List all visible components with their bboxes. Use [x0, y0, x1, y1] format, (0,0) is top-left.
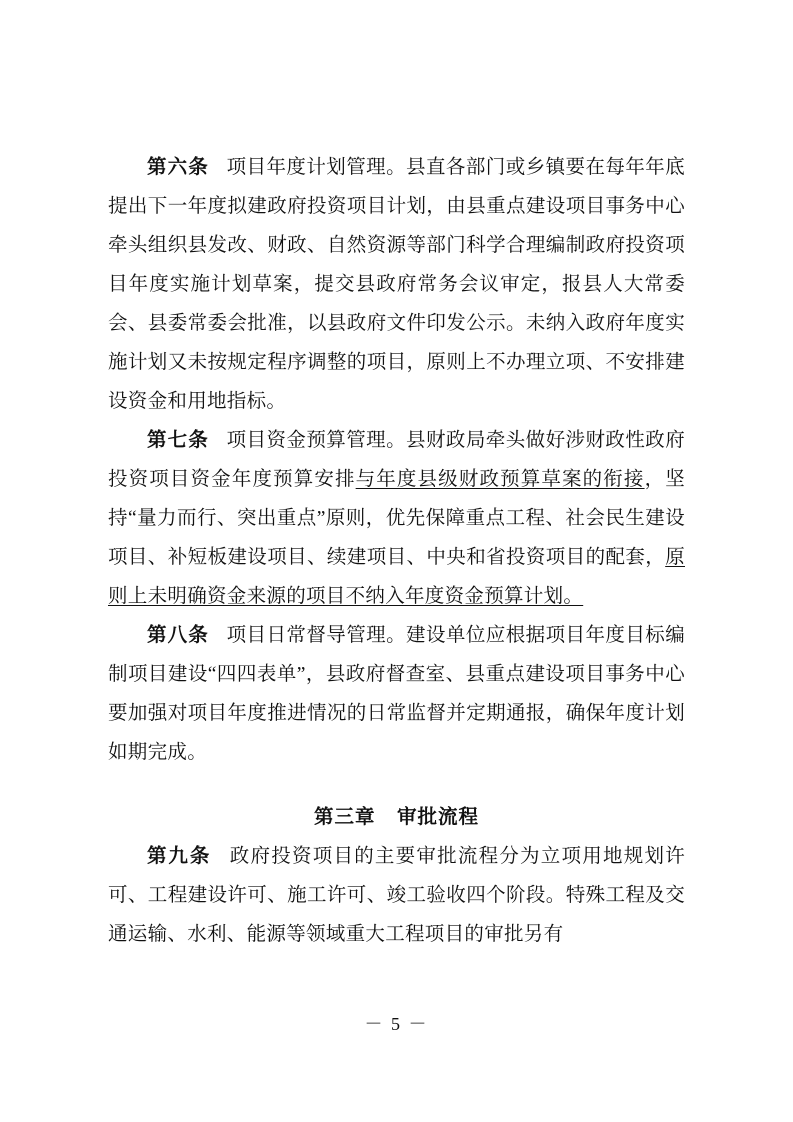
article-label-7: 第七条 [147, 430, 209, 451]
article-text-6: 项目年度计划管理。县直各部门或乡镇要在每年年底提出下一年度拟建政府投资项目计划，由县重点建设项目事务中心牵头组织县发改、财政、自然资源等部门科学合理编制政府投资项目年度实施计划草案，提交县政府常务会议审定，报县人大常委会、县委常委会批准，以县政府文件印发公示。未纳入政府年度实施计划又未按规定程序调整的项目，原则上不办理立项、不安排建设资金和用地指标。 [108, 157, 685, 412]
article-paragraph-6 [108, 148, 685, 421]
article-text-8: 项目日常督导管理。建设单位应根据项目年度目标编制项目建设“四四表单”，县政府督查室、县重点建设项目事务中心要加强对项目年度推进情况的日常监督并定期通报，确保年度计划如期完成。 [108, 625, 685, 763]
page-number: － 5 － [364, 1014, 429, 1034]
article-paragraph-9 [108, 837, 685, 954]
article-label-6: 第六条 [147, 157, 209, 178]
document-body [108, 148, 685, 954]
article-text-9: 政府投资项目的主要审批流程分为立项用地规划许可、工程建设许可、施工许可、竣工验收四个阶段。特殊工程及交通运输、水利、能源等领域重大工程项目的审批另有 [108, 846, 685, 945]
chapter-heading [108, 798, 685, 837]
article-label-9: 第九条 [147, 846, 212, 867]
article-text-7-seg-4-underlined: 原则上未明确资金来源的项目不纳入年度资金预算计划。 [108, 547, 685, 607]
chapter-number: 第三章 [314, 807, 376, 828]
article-text-7-seg-3: ，坚持“量力而行、突出重点”原则，优先保障重点工程、社会民生建设项目、补短板建设项目、续建项目、中央和省投资项目的配套， [108, 469, 685, 568]
article-label-8: 第八条 [147, 625, 209, 646]
article-paragraph-7 [108, 421, 685, 616]
article-text-7-seg-1: 项目资金预算管理。县财政局牵头做好涉财政性政府投资项目资金年度预算安排 [108, 430, 685, 490]
article-paragraph-8 [108, 616, 685, 772]
chapter-title: 审批流程 [396, 807, 479, 828]
article-text-7-seg-2-underlined: 与年度县级财政预算草案的衔接 [355, 469, 645, 490]
